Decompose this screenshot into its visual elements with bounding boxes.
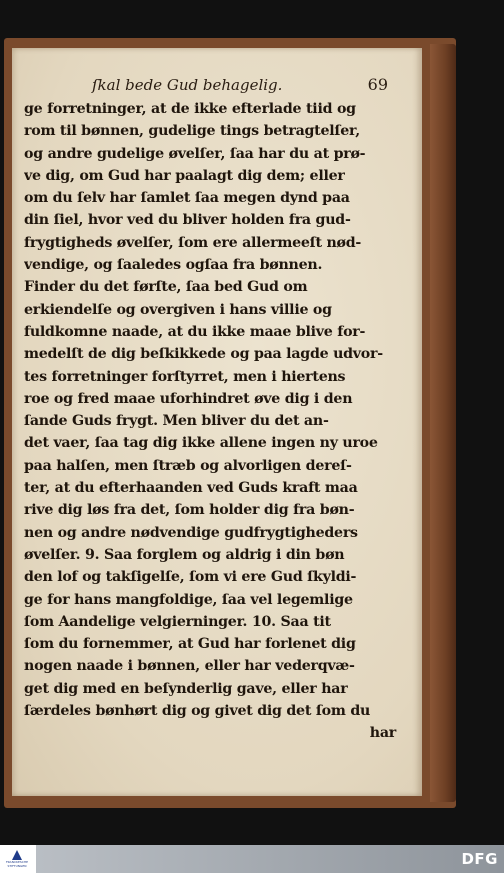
library-logo-text: FRANCKESCHE STIFTUNGEN: [5, 860, 29, 868]
dfg-logo[interactable]: DFG: [461, 850, 498, 868]
text-line: ſom Aandelige velgierninger. 10. Saa tit: [24, 613, 331, 630]
catchword: har: [369, 725, 396, 742]
text-line: ter, at du efterhaanden ved Guds kraft maa: [24, 480, 358, 497]
text-line: ſom du fornemmer, at Gud har forlenet dig: [24, 636, 356, 653]
text-line: om du ſelv har ſamlet ſaa megen dynd paa: [24, 190, 350, 207]
library-logo[interactable]: [4, 847, 30, 871]
book-spine: [430, 44, 456, 802]
text-line: den lof og takſigelſe, ſom vi ere Gud ſkyldi-: [24, 569, 357, 586]
book-page: [12, 48, 422, 796]
text-line: medelſt de dig beſkikkede og paa lagde udvor-: [24, 346, 383, 363]
text-line: vendige, og ſaaledes ogſaa fra bønnen.: [24, 257, 323, 274]
text-line: ſærdeles bønhørt dig og givet dig det ſom du: [24, 703, 371, 720]
text-line: ge for hans mangfoldige, ſaa vel legemlige: [24, 591, 353, 608]
text-line: Finder du det førſte, ſaa bed Gud om: [24, 279, 308, 296]
text-line: ge forretninger, at de ikke efterlade tiid og: [24, 101, 356, 117]
text-line: erkiendelſe og overgiven i hans villie og: [24, 301, 332, 318]
text-line: frygtigheds øvelſer, ſom ere allermeeſt nød-: [24, 234, 362, 251]
text-line: roe og fred maae uforhindret øve dig i den: [24, 390, 353, 407]
text-line: ſande Guds frygt. Men bliver du det an-: [24, 413, 329, 430]
text-line: din ſiel, hvor ved du bliver holden fra gud-: [24, 212, 351, 229]
page-number: 69: [367, 75, 388, 94]
text-line: rive dig løs fra det, ſom holder dig fra bøn-: [24, 502, 355, 519]
dfg-banner: [36, 845, 504, 873]
text-line: get dig med en beſynderlig gave, eller har: [24, 680, 348, 697]
text-line: tes forretninger forſtyrret, men i hiertens: [24, 368, 346, 385]
text-line: nen og andre nødvendige gudfrygtigheders: [24, 524, 358, 541]
running-title: ſkal bede Gud behagelig.: [92, 76, 283, 94]
text-line: fuldkomne naade, at du ikke maae blive for-: [24, 323, 366, 340]
text-line: rom til bønnen, gudelige tings betragtelſer,: [24, 123, 360, 140]
footer-bar: [0, 845, 504, 873]
running-head: [72, 75, 388, 94]
text-line: paa halſen, men ſtræb og alvorligen dereſ-: [24, 457, 352, 474]
text-line: og andre gudelige øvelſer, ſaa har du at prø-: [24, 145, 366, 162]
text-line: øvelſer. 9. Saa forglem og aldrig i din bøn: [24, 546, 345, 563]
library-logo-icon: [12, 850, 22, 860]
text-line: nogen naade i bønnen, eller har vederqvæ-: [24, 658, 355, 675]
text-line: det vaer, ſaa tag dig ikke allene ingen ny uroe: [24, 435, 378, 452]
book: [4, 38, 456, 808]
text-line: ve dig, om Gud har paalagt dig dem; eller: [24, 167, 345, 184]
body-text: [24, 98, 398, 745]
